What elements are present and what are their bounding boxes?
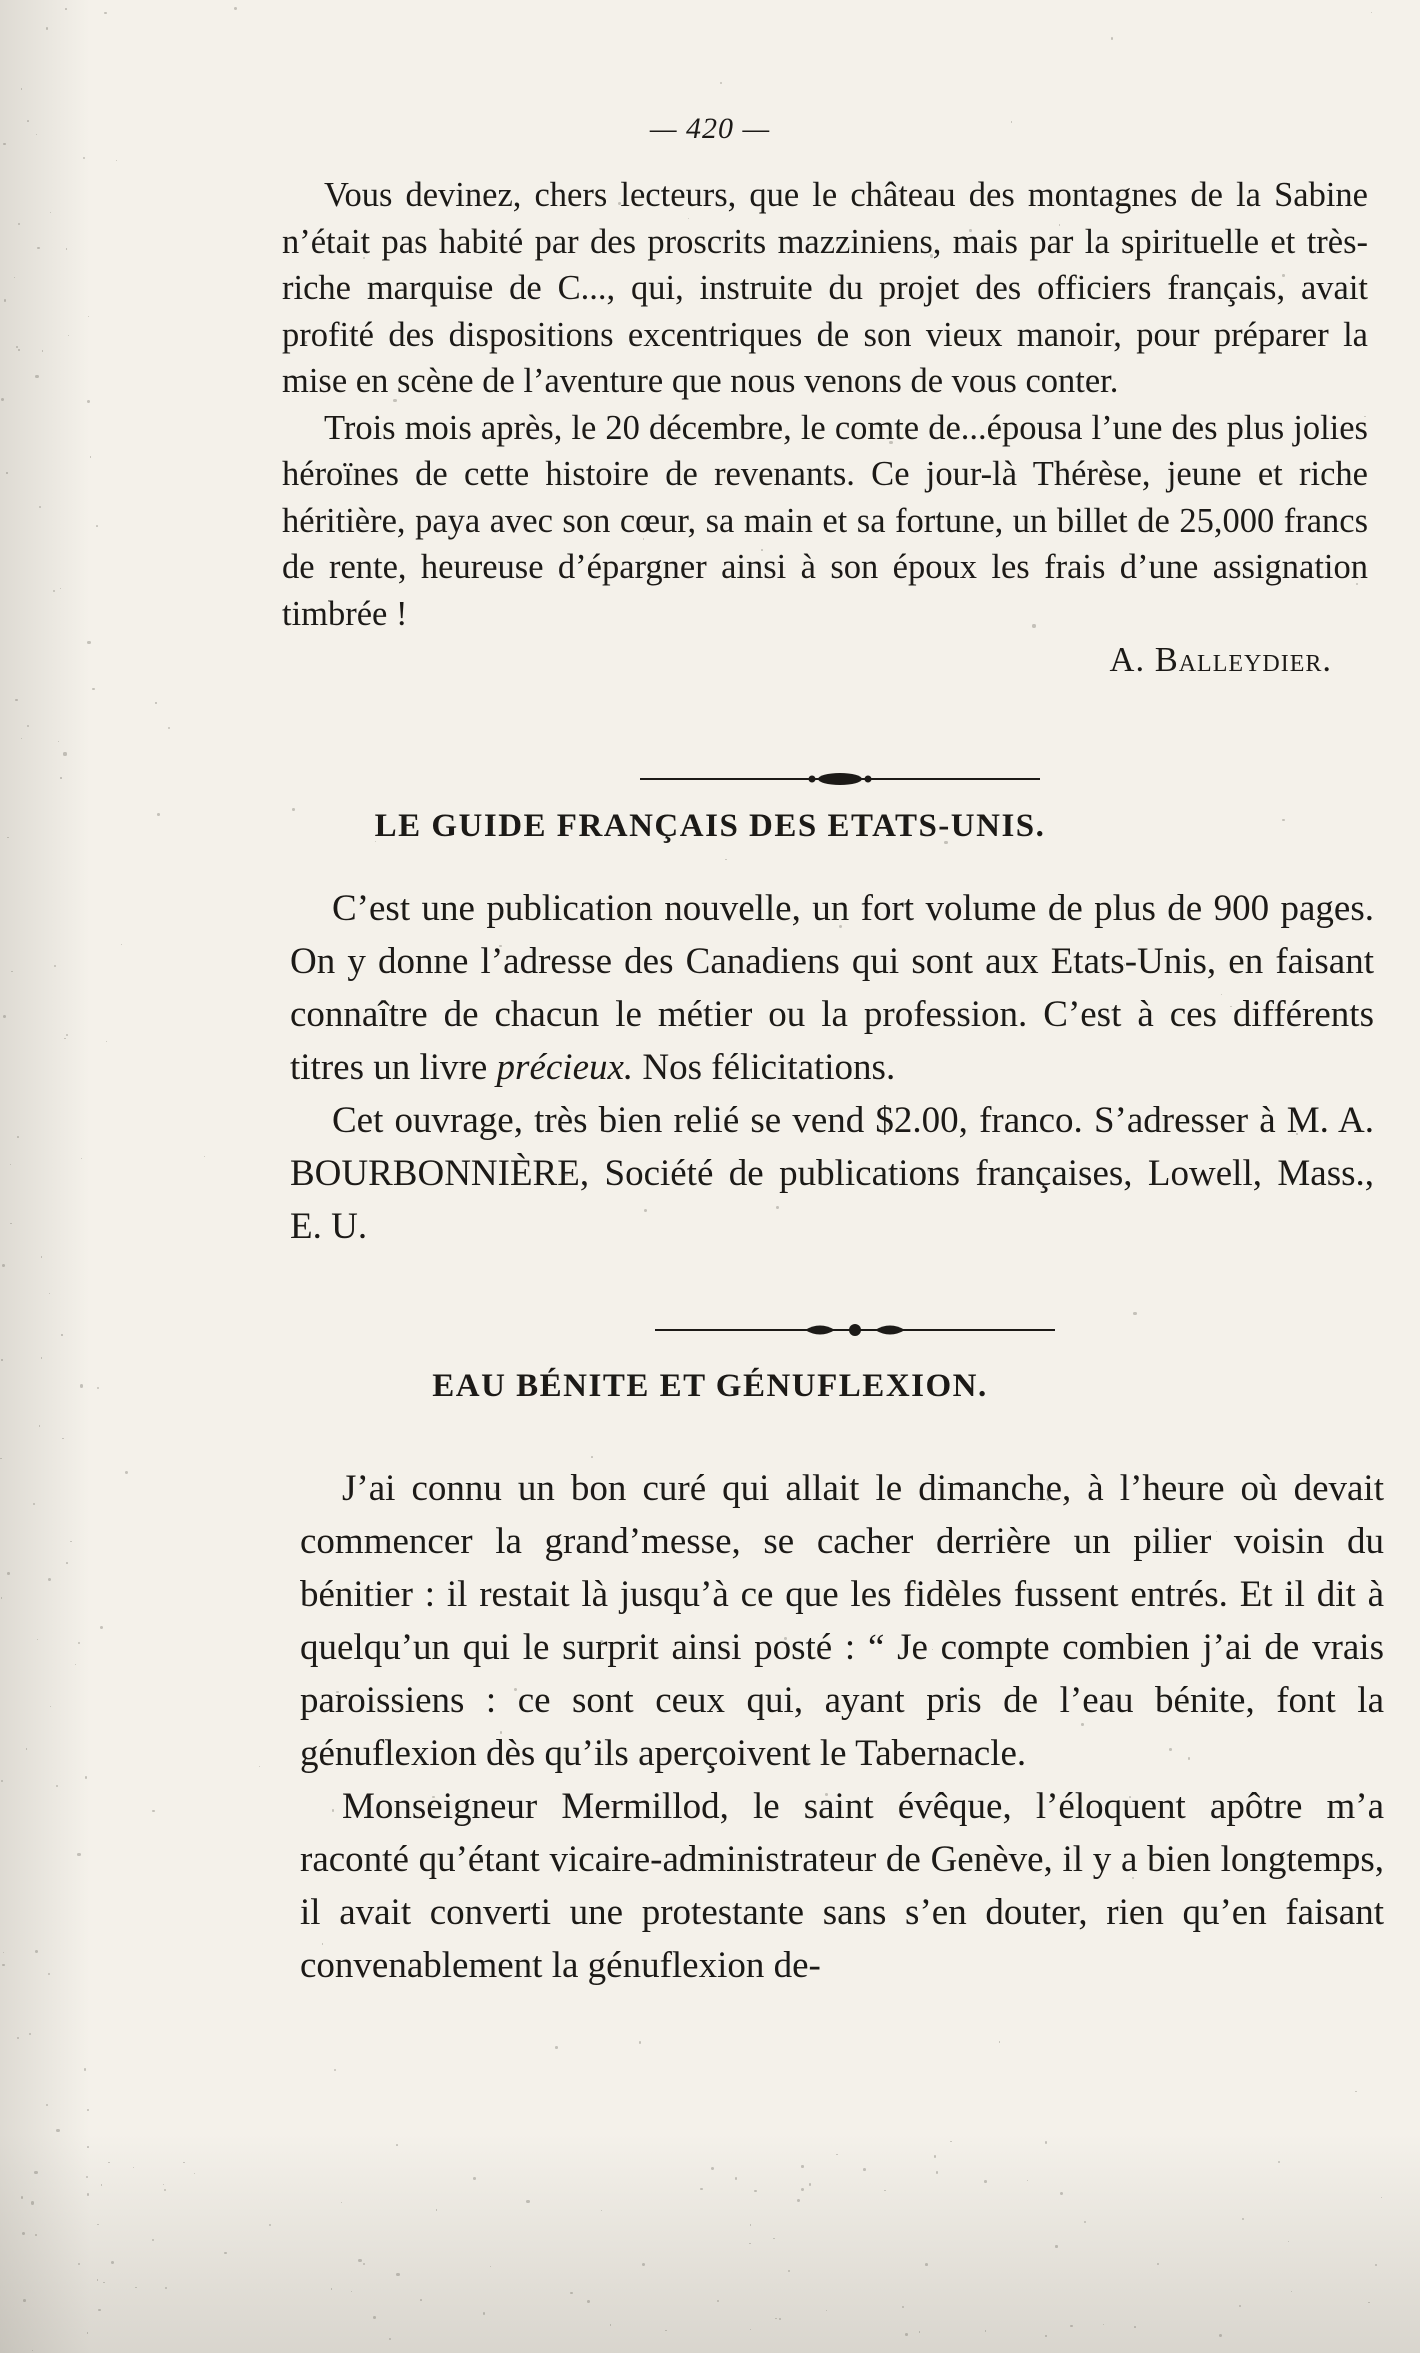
guide-text: C’est une publication nouvelle, un fort volume de plus de 900 pages. On y donne l’adresse des Canadiens qui sont aux Etats-Unis, en faisant connaître de chacun le métier ou la profession. C’est à ces différents titres un livre [290,888,1374,1088]
paper-speckle [54,965,56,967]
paper-speckle [41,1256,43,1258]
paper-speckle [90,456,91,457]
paper-speckle [396,2273,399,2276]
paper-speckle [863,2168,866,2171]
paper-speckle [1084,2221,1086,2223]
paper-speckle [809,2183,811,2185]
story-paragraph: Trois mois après, le 20 décembre, le comte de...épousa l’une des plus jolies héroïnes de cette histoire de revenants. Ce jour-là Thérèse, jeune et riche héritière, paya avec son cœur, sa main et sa fortune, un billet de 25,000 francs de rente, heureuse d’épargner ainsi à son époux les frais d’une assignation timbrée ! [282,408,1368,633]
paper-speckle [104,12,106,14]
paper-speckle [63,752,66,755]
paper-speckle [66,248,67,249]
paper-speckle [1111,37,1114,40]
paper-speckle [905,2333,908,2336]
paper-speckle [1239,2305,1241,2307]
paper-speckle [65,8,67,10]
paper-speckle [35,2234,37,2236]
paper-speckle [77,1853,80,1856]
paper-speckle [60,588,61,589]
guide-section [290,882,1374,1253]
paper-speckle [234,7,237,10]
paper-speckle [1070,2325,1072,2327]
paper-speckle [18,349,19,350]
paper-speckle [720,82,722,84]
paper-speckle [34,2171,37,2174]
paper-speckle [1134,2326,1136,2328]
paper-speckle [86,2176,88,2178]
eau-section [300,1462,1384,1992]
paper-speckle [902,2306,904,2308]
paper-speckle [334,2069,336,2071]
paper-speckle [97,2279,98,2280]
paper-speckle [259,1766,260,1767]
page-number: — 420 — [649,112,771,145]
paper-speckle [152,1810,155,1813]
paper-bottom-shadow [0,2133,1420,2353]
paper-speckle [717,2300,719,2302]
paper-speckle [64,1038,65,1039]
paper-speckle [1288,2241,1289,2242]
paper-speckle [96,525,98,527]
paper-speckle [87,2109,89,2111]
paper-speckle [100,1626,103,1629]
eau-paragraph: J’ai connu un bon curé qui allait le dimanche, à l’heure où devait commencer la grand’messe, se cacher derrière un pilier voisin du bénitier : il restait là jusqu’à ce que les fidèles fussent entrés. Et il dit à quelqu’un qui le surprit ainsi posté : “ Je compte combien j’ai de vrais paroissiens : ce sont ceux qui, ayant pris de l’eau bénite, font la génuflexion dès qu’ils aperçoivent le Tabernacle. [300,1468,1384,1774]
paper-speckle [1103,2324,1104,2325]
paper-speckle [1375,2264,1377,2266]
paper-edge-shadow [0,0,90,2353]
paper-speckle [950,2141,952,2143]
paper-speckle [31,2201,34,2204]
paper-speckle [7,1572,10,1575]
paper-speckle [1242,2218,1244,2220]
paper-speckle [389,2338,391,2340]
paper-speckle [779,2318,781,2320]
story-paragraph: Vous devinez, chers lecteurs, que le château des montagnes de la Sabine n’était pas habité par des proscrits mazziniens, mais par la spirituelle et très-riche marquise de C..., qui, instruite du projet des officiers français, avait profité des dispositions excentriques de son vieux manoir, pour préparer la mise en scène de l’aventure que nous venons de vous conter. [282,176,1368,400]
author-signature: A. Balleydier. [1109,641,1332,679]
paper-speckle [87,2146,89,2148]
paper-speckle [87,2193,90,2196]
paper-speckle [826,2310,827,2311]
paper-speckle [363,2263,365,2265]
paper-speckle [168,727,170,729]
paper-speckle [639,2041,641,2043]
paper-speckle [754,2190,756,2192]
paper-speckle [98,2309,100,2311]
paper-speckle [62,1438,63,1439]
paper-speckle [555,2046,558,2049]
paper-speckle [97,2224,98,2225]
paper-speckle [17,1136,19,1138]
paper-speckle [351,2291,352,2292]
eau-paragraph: Monseigneur Mermillod, le saint évêque, l’éloquent apôtre m’a raconté qu’étant vicaire-administrateur de Genève, il y a bien longtemps, il avait converti une protestante sans s’en douter, rien qu’en faisant convenablement la génuflexion de- [300,1786,1384,1986]
paper-speckle [87,2332,88,2333]
paper-speckle [0,1458,1,1459]
paper-speckle [725,859,727,861]
paper-speckle [48,1578,51,1581]
paper-speckle [92,688,95,691]
paper-speckle [775,2318,777,2320]
paper-speckle [1,1780,3,1782]
section-divider [640,768,1040,790]
paper-speckle [1055,2245,1057,2247]
guide-paragraph: Cet ouvrage, très bien relié se vend $2.00, franco. S’adresser à M. A. BOURBONNIÈRE, Société de publications françaises, Lowell, Mass., E. U. [290,1100,1374,1247]
paper-speckle [1157,2263,1159,2265]
paper-speckle [1371,12,1372,13]
paper-speckle [125,1471,128,1474]
paper-speckle [194,2173,195,2174]
paper-speckle [204,1156,205,1157]
paper-speckle [1045,2335,1046,2336]
paper-speckle [164,2189,166,2191]
paper-speckle [135,2287,136,2288]
guide-emphasis: précieux. [496,1047,634,1088]
paper-speckle [750,2329,751,2330]
paper-speckle [49,1293,50,1294]
paper-speckle [87,641,90,644]
paper-speckle [1,398,4,401]
paper-speckle [16,346,18,348]
paper-speckle [999,2041,1001,2043]
paper-speckle [116,160,117,161]
paper-speckle [61,1334,62,1335]
paper-speckle [801,2165,803,2167]
paper-speckle [358,2259,361,2262]
paper-speckle [1133,1312,1136,1315]
paper-speckle [1355,2091,1357,2093]
paper-speckle [773,2238,775,2240]
paper-speckle [884,2190,886,2192]
paper-speckle [473,2177,476,2180]
paper-speckle [66,1562,68,1564]
paper-speckle [29,2033,31,2035]
paper-speckle [711,2167,714,2170]
section-title-guide: LE GUIDE FRANÇAIS DES ETATS-UNIS. [374,808,1046,844]
paper-speckle [373,2316,376,2319]
paper-speckle [106,1041,107,1042]
paper-speckle [121,944,122,945]
guide-paragraph [290,882,1374,1094]
section-divider [655,1319,1055,1341]
paper-speckle [17,2037,19,2039]
guide-text: Nos félicitations. [633,1047,896,1088]
paper-speckle [224,2252,226,2254]
story-ending [282,172,1368,684]
paper-speckle [934,2155,936,2157]
paper-speckle [35,375,38,378]
paper-speckle [1,1359,2,1360]
paper-speckle [526,2200,529,2203]
paper-speckle [6,472,7,473]
paper-speckle [936,2171,939,2174]
section-title-eau: EAU BÉNITE ET GÉNUFLEXION. [432,1368,988,1404]
paper-speckle [3,1015,6,1018]
paper-speckle [155,702,156,703]
paper-speckle [591,1456,593,1458]
paper-speckle [60,777,61,778]
